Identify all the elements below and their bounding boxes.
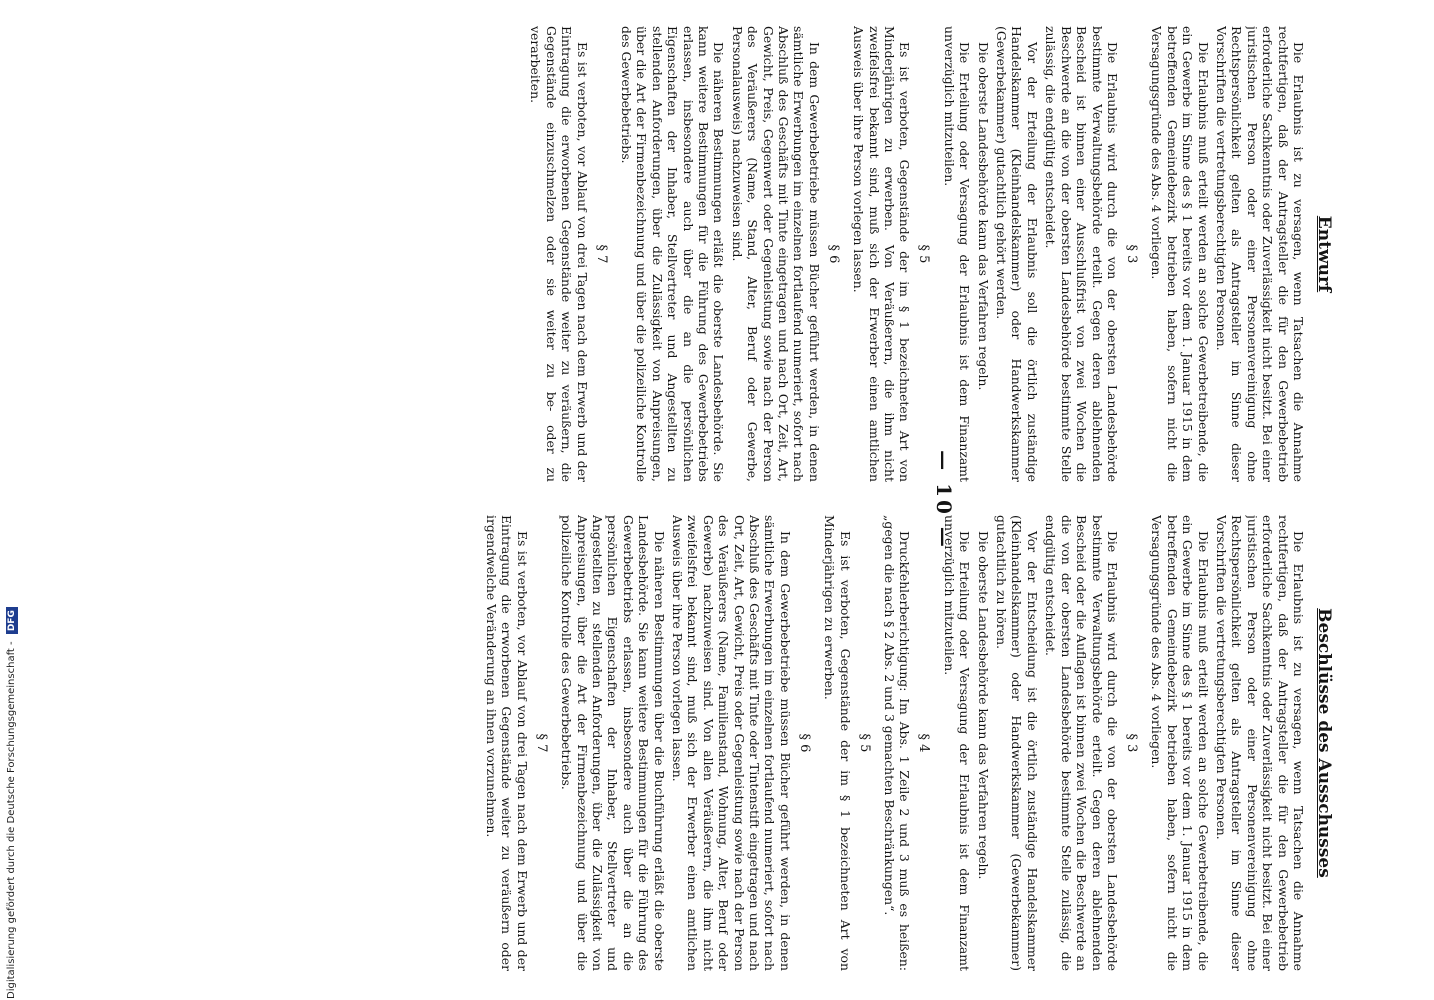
section-title: § 7: [593, 244, 609, 264]
paragraph: In dem Gewerbebetriebe müssen Bücher geführt werden, in denen sämtliche Erwerbungen im einzelnen fortlaufend numeriert, sofort nach Abschluß des Geschäfts mit Tinte oder Tintenstift eingetragen und nach Ort, Zeit, Art, Gewicht, Preis oder Gegenleistung sowie nach der Person des Veräußerers (Name, Familienstand, Wohnung, Alter, Beruf oder Gewerbe) nachzuweisen sind. Von allen Veräußerern, die ihm nicht zweifelsfrei bekannt sind, muß sich der Erwerber einen amtlichen Ausweis über ihre Person vorlegen lassen.: [670, 515, 793, 971]
section-title: § 6: [825, 244, 841, 264]
paragraph: Es ist verboten, vor Ablauf von drei Tagen nach dem Erwerb und der Eintragung die erworbenen Gegenstände weiter zu veräußern, die Gegenstände einzuschmelzen oder sie weiter zu be- oder zu verarbeiten.: [528, 26, 590, 482]
section: [528, 26, 609, 482]
section-title: § 3: [1123, 244, 1139, 264]
paragraph: Die Erlaubnis wird durch die von der obersten Landesbehörde bestimmte Verwaltungsbehörde erteilt. Gegen deren ablehnenden Bescheid oder die Auflagen ist binnen zwei Wochen die Beschwerde an die von der obersten Landesbehörde bestimmte Stelle zulässig, die endgültig entscheidet.: [1043, 515, 1120, 971]
section: [851, 26, 932, 482]
committee-heading: Beschlüsse des Ausschusses: [1314, 608, 1334, 878]
section-title: § 4: [916, 733, 932, 753]
section-title: § 5: [916, 244, 932, 264]
paragraph: Die oberste Landesbehörde kann das Verfahren regeln.: [975, 42, 991, 391]
section-title: § 3: [1123, 733, 1139, 753]
funding-notice-text: Digitalisierung gefördert durch die Deutsche Forschungsgemeinschaft -: [6, 641, 17, 999]
paragraph: Die Erteilung oder Versagung der Erlaubnis ist dem Finanzamt unverzüglich mitzuteilen.: [941, 26, 973, 482]
section: [559, 515, 812, 971]
paragraph: Die Erlaubnis ist zu versagen, wenn Tatsachen die Annahme rechtfertigen, daß der Antragsteller die für den Gewerbebetrieb erforderliche Sachkenntnis oder Zuverlässigkeit nicht besitzt. Bei einer juristischen Person oder einer Personenvereinigung ohne Rechtspersönlichkeit gelten als Antragsteller im Sinne dieser Vorschriften die vertretungsberechtigten Personen.: [1213, 26, 1306, 482]
section: [941, 515, 1138, 971]
draft-sections: [528, 26, 1306, 482]
paragraph: Die Erlaubnis muß erteilt werden an solche Gewerbetreibende, die ein Gewerbe im Sinne des § 1 bereits vor dem 1. Januar 1915 in dem betreffenden Gemeindebezirk betrieben haben, sofern nicht die Versagungsgründe des Abs. 4 vorliegen.: [1149, 26, 1211, 482]
page-number: — 10 —: [932, 450, 956, 550]
draft-column: [4, 26, 1334, 482]
section-title: § 6: [796, 733, 812, 753]
section: [484, 515, 549, 971]
section-title: § 7: [533, 733, 549, 753]
section: [1149, 26, 1306, 482]
paragraph: Es ist verboten, vor Ablauf von drei Tagen nach dem Erwerb und der Eintragung die erworbenen Gegenstände weiter zu veräußern oder irgendwelche Veränderung an ihnen vorzunehmen.: [483, 515, 530, 971]
paragraph: Vor der Entscheidung ist die örtlich zuständige Handelskammer (Kleinhandelskammer) oder Handwerkskammer (Gewerbekammer) gutachtlich zu hören.: [994, 515, 1040, 971]
paragraph: Es ist verboten, Gegenstände der im § 1 bezeichneten Art von Minderjährigen zu erwerben. Von Veräußerern, die ihm nicht zweifelsfrei bekannt sind, muß sich der Erwerber einen amtlichen Ausweis über ihre Person vorlegen lassen.: [851, 26, 913, 482]
paragraph: Die oberste Landesbehörde kann das Verfahren regeln.: [975, 531, 991, 880]
paragraph: Vor der Erteilung der Erlaubnis soll die örtlich zuständige Handelskammer (Kleinhandelskammer) oder Handwerkskammer (Gewerbekammer) gutachtlich gehört werden.: [994, 26, 1040, 482]
section: [882, 515, 932, 971]
dfg-logo: DFG: [6, 607, 18, 634]
section: [822, 515, 872, 971]
committee-sections: [484, 515, 1306, 971]
paragraph: Es ist verboten, Gegenstände der im § 1 bezeichneten Art von Minderjährigen zu erwerben.: [822, 515, 853, 971]
paragraph: Druckfehlerberichtigung: Im Abs. 1 Zeile 2 und 3 muß es heißen: „gegen die nach § 2 Abs. 2 und 3 gemachten Beschränkungen“.: [882, 515, 913, 971]
section: [941, 26, 1138, 482]
section-title: § 5: [856, 733, 872, 753]
paragraph: Die Erlaubnis wird durch die von der obersten Landesbehörde bestimmte Verwaltungsbehörde erteilt. Gegen deren ablehnenden Bescheid ist binnen einer Ausschlußfrist von zwei Wochen die Beschwerde an die von der obersten Landesbehörde bestimmte Stelle zulässig, die endgültig entscheidet.: [1043, 26, 1120, 482]
paragraph: In dem Gewerbebetriebe müssen Bücher geführt werden, in denen sämtliche Erwerbungen im einzelnen fortlaufend numeriert, sofort nach Abschluß des Geschäfts mit Tinte eingetragen und nach Ort, Zeit, Art, Gewicht, Preis, Gegenwert oder Gegenleistung sowie nach der Person des Veräußerers (Name, Stand, Alter, Beruf oder Gewerbe, Personalausweis) nachzuweisen sind.: [729, 26, 822, 482]
section: [619, 26, 841, 482]
draft-heading: Entwurf: [1314, 215, 1334, 293]
paragraph: Die näheren Bestimmungen erläßt die oberste Landesbehörde. Sie kann weitere Bestimmungen für die Führung des Gewerbebetriebs erlassen, insbesondere auch über die an die persönlichen Eigenschaften der Inhaber, Stellvertreter und Angestellten zu stellenden Anforderungen, über die Zulässigkeit von Anpreisungen, über die Art der Firmenbezeichnung und über die polizeiliche Kontrolle des Gewerbebetriebs.: [618, 26, 727, 482]
section: [1149, 515, 1306, 971]
paragraph: Die näheren Bestimmungen über die Buchführung erläßt die oberste Landesbehörde. Sie kann weitere Bestimmungen für die Führung des Gewerbebetriebs erlassen, insbesondere auch über die an die persönlichen Eigenschaften der Inhaber, Stellvertreter und Angestellten zu stellenden Anforderungen, über die Zulässigkeit von Anpreisungen, über die Art der Firmenbezeichnung und über die polizeiliche Kontrolle des Gewerbebetriebs.: [559, 515, 667, 971]
paragraph: Die Erlaubnis muß erteilt werden an solche Gewerbetreibende, die ein Gewerbe im Sinne des § 1 bereits vor dem 1. Januar 1915 in dem betreffenden Gemeindebezirk betrieben haben, sofern nicht die Versagungsgründe des Abs. 4 vorliegen.: [1149, 515, 1211, 971]
paragraph: Die Erlaubnis ist zu versagen, wenn Tatsachen die Annahme rechtfertigen, daß der Antragsteller die für den Gewerbebetrieb erforderliche Sachkenntnis oder Zuverlässigkeit nicht besitzt. Bei einer juristischen Person oder einer Personenvereinigung ohne Rechtspersönlichkeit gelten als Antragsteller im Sinne dieser Vorschriften die vertretungsberechtigten Personen.: [1213, 515, 1306, 971]
paragraph: Die Erteilung oder Versagung der Erlaubnis ist dem Finanzamt unverzüglich mitzuteilen.: [941, 515, 973, 971]
funding-notice: [6, 607, 18, 999]
committee-column: [4, 515, 1334, 971]
